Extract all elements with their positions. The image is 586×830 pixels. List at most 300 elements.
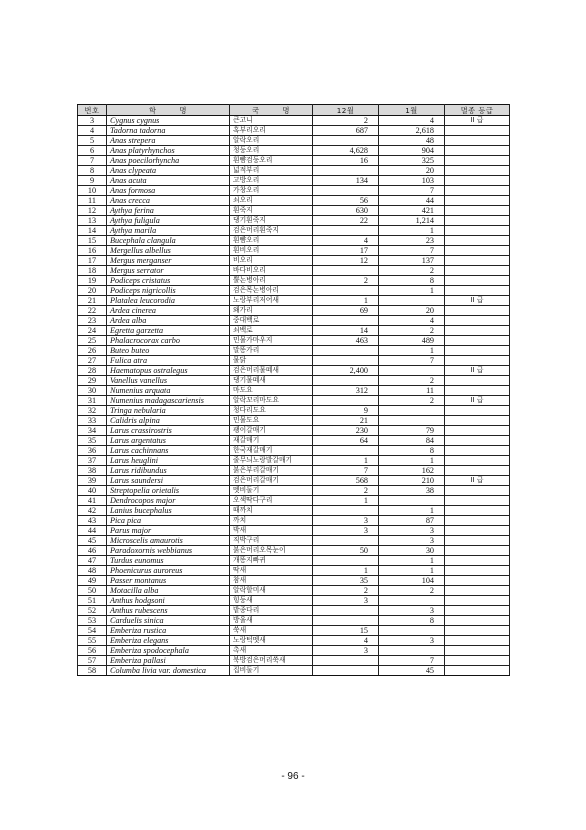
endangered-grade [445, 426, 510, 436]
january-count: 162 [379, 466, 445, 476]
korean-name: 붉은머리오목눈이 [230, 546, 313, 556]
endangered-grade [445, 596, 510, 606]
table-row [78, 456, 510, 466]
row-number: 47 [78, 556, 107, 566]
scientific-name: Anas formosa [107, 186, 230, 196]
january-count: 103 [379, 176, 445, 186]
december-count: 21 [313, 416, 379, 426]
december-count [313, 606, 379, 616]
table-row [78, 116, 510, 126]
endangered-grade [445, 526, 510, 536]
scientific-name: Larus heuglini [107, 456, 230, 466]
table-row [78, 196, 510, 206]
december-count: 3 [313, 596, 379, 606]
endangered-grade [445, 586, 510, 596]
table-row [78, 276, 510, 286]
endangered-grade [445, 566, 510, 576]
endangered-grade [445, 126, 510, 136]
december-count: 2 [313, 116, 379, 126]
korean-name: 검은머리물떼새 [230, 366, 313, 376]
scientific-name: Larus crassirostris [107, 426, 230, 436]
table-row [78, 386, 510, 396]
december-count: 17 [313, 246, 379, 256]
row-number: 43 [78, 516, 107, 526]
table-row [78, 626, 510, 636]
scientific-name: Haematopus ostralegus [107, 366, 230, 376]
korean-name: 북방검은머리쑥새 [230, 656, 313, 666]
endangered-grade [445, 336, 510, 346]
scientific-name: Parus major [107, 526, 230, 536]
scientific-name: Tadorna tadorna [107, 126, 230, 136]
endangered-grade [445, 216, 510, 226]
scientific-name: Larus saundersi [107, 476, 230, 486]
december-count: 568 [313, 476, 379, 486]
table-row [78, 436, 510, 446]
scientific-name: Turdus eunomus [107, 556, 230, 566]
scientific-name: Motacilla alba [107, 586, 230, 596]
endangered-grade [445, 656, 510, 666]
row-number: 20 [78, 286, 107, 296]
january-count: 2 [379, 376, 445, 386]
korean-name: 마도요 [230, 386, 313, 396]
korean-name: 괭이갈매기 [230, 426, 313, 436]
korean-name: 비오리 [230, 256, 313, 266]
january-count: 87 [379, 516, 445, 526]
row-number: 26 [78, 346, 107, 356]
table-row [78, 366, 510, 376]
december-count: 3 [313, 516, 379, 526]
endangered-grade [445, 666, 510, 676]
scientific-name: Mergellus albellus [107, 246, 230, 256]
row-number: 24 [78, 326, 107, 336]
endangered-grade [445, 626, 510, 636]
january-count: 8 [379, 276, 445, 286]
january-count: 137 [379, 256, 445, 266]
january-count: 2,618 [379, 126, 445, 136]
korean-name: 중대백로 [230, 316, 313, 326]
korean-name: 개똥지빠귀 [230, 556, 313, 566]
table-row [78, 326, 510, 336]
scientific-name: Anas platyrhynchos [107, 146, 230, 156]
endangered-grade [445, 616, 510, 626]
korean-name: 왜가리 [230, 306, 313, 316]
endangered-grade [445, 406, 510, 416]
korean-name: 때까치 [230, 506, 313, 516]
row-number: 58 [78, 666, 107, 676]
row-number: 38 [78, 466, 107, 476]
row-number: 33 [78, 416, 107, 426]
endangered-grade: II 급 [445, 396, 510, 406]
january-count: 38 [379, 486, 445, 496]
scientific-name: Tringa nebularia [107, 406, 230, 416]
korean-name: 검은목논병아리 [230, 286, 313, 296]
row-number: 55 [78, 636, 107, 646]
korean-name: 알락오리 [230, 136, 313, 146]
table-row [78, 416, 510, 426]
scientific-name: Phoenicurus auroreus [107, 566, 230, 576]
row-number: 10 [78, 186, 107, 196]
december-count [313, 316, 379, 326]
scientific-name: Mergus merganser [107, 256, 230, 266]
table-row [78, 506, 510, 516]
january-count [379, 416, 445, 426]
scientific-name: Anas strepera [107, 136, 230, 146]
december-count [313, 506, 379, 516]
december-count: 9 [313, 406, 379, 416]
korean-name: 혹부리오리 [230, 126, 313, 136]
scientific-name: Ardea alba [107, 316, 230, 326]
endangered-grade [445, 556, 510, 566]
korean-name: 댕기흰죽지 [230, 216, 313, 226]
scientific-name: Anthus hodgsoni [107, 596, 230, 606]
scientific-name: Emberiza rustica [107, 626, 230, 636]
endangered-grade [445, 646, 510, 656]
page-number: - 96 - [281, 771, 305, 782]
row-number: 16 [78, 246, 107, 256]
table-row [78, 486, 510, 496]
korean-name: 붉은부리갈매기 [230, 466, 313, 476]
table-row [78, 656, 510, 666]
table-row [78, 556, 510, 566]
korean-name: 한국재갈매기 [230, 446, 313, 456]
table-row [78, 576, 510, 586]
january-count: 2 [379, 266, 445, 276]
table-row [78, 126, 510, 136]
table-row [78, 246, 510, 256]
korean-name: 방울새 [230, 616, 313, 626]
table-row [78, 356, 510, 366]
table-row [78, 306, 510, 316]
korean-name: 쑥새 [230, 626, 313, 636]
row-number: 45 [78, 536, 107, 546]
scientific-name: Pica pica [107, 516, 230, 526]
endangered-grade [445, 346, 510, 356]
endangered-grade [445, 196, 510, 206]
scientific-name: Emberiza pallasi [107, 656, 230, 666]
korean-name: 줄무늬노랑발갈매기 [230, 456, 313, 466]
january-count: 11 [379, 386, 445, 396]
row-number: 29 [78, 376, 107, 386]
korean-name: 쇠백로 [230, 326, 313, 336]
december-count [313, 286, 379, 296]
december-count [313, 396, 379, 406]
december-count [313, 166, 379, 176]
table-row [78, 616, 510, 626]
december-count: 630 [313, 206, 379, 216]
row-number: 46 [78, 546, 107, 556]
endangered-grade [445, 176, 510, 186]
table-row [78, 186, 510, 196]
korean-name: 가창오리 [230, 186, 313, 196]
january-count [379, 596, 445, 606]
scientific-name: Anthus rubescens [107, 606, 230, 616]
scientific-name: Microscelis amaurotis [107, 536, 230, 546]
endangered-grade [445, 146, 510, 156]
korean-name: 오색딱다구리 [230, 496, 313, 506]
december-count: 16 [313, 156, 379, 166]
december-count [313, 186, 379, 196]
december-count: 463 [313, 336, 379, 346]
december-count [313, 556, 379, 566]
table-row [78, 646, 510, 656]
korean-name: 노랑부리저어새 [230, 296, 313, 306]
table-row [78, 476, 510, 486]
december-count: 4 [313, 236, 379, 246]
december-count: 7 [313, 466, 379, 476]
endangered-grade [445, 496, 510, 506]
january-count: 325 [379, 156, 445, 166]
korean-name: 뿔논병아리 [230, 276, 313, 286]
korean-name: 촉새 [230, 646, 313, 656]
row-number: 8 [78, 166, 107, 176]
january-count: 3 [379, 636, 445, 646]
korean-name: 재갈매기 [230, 436, 313, 446]
table-row [78, 446, 510, 456]
endangered-grade [445, 166, 510, 176]
january-count: 1 [379, 286, 445, 296]
scientific-name: Larus argentatus [107, 436, 230, 446]
january-count: 1 [379, 506, 445, 516]
scientific-name: Aythya fuligula [107, 216, 230, 226]
header-korean-name: 국 명 [230, 105, 313, 116]
header-row [78, 105, 510, 116]
december-count: 230 [313, 426, 379, 436]
january-count [379, 366, 445, 376]
table-header [78, 105, 510, 116]
korean-name: 밭종다리 [230, 606, 313, 616]
december-count: 50 [313, 546, 379, 556]
header-endangered-grade: 멸종 등급 [445, 105, 510, 116]
january-count: 904 [379, 146, 445, 156]
january-count: 2 [379, 326, 445, 336]
species-table [77, 104, 510, 676]
table-row [78, 136, 510, 146]
scientific-name: Larus ridibundus [107, 466, 230, 476]
table-row [78, 266, 510, 276]
table-row [78, 586, 510, 596]
row-number: 21 [78, 296, 107, 306]
row-number: 54 [78, 626, 107, 636]
january-count [379, 646, 445, 656]
row-number: 34 [78, 426, 107, 436]
december-count: 12 [313, 256, 379, 266]
january-count: 2 [379, 586, 445, 596]
december-count: 2 [313, 276, 379, 286]
row-number: 50 [78, 586, 107, 596]
korean-name: 집비둘기 [230, 666, 313, 676]
endangered-grade [445, 186, 510, 196]
scientific-name: Columba livia var. domestica [107, 666, 230, 676]
scientific-name: Phalacrocorax carbo [107, 336, 230, 346]
scientific-name: Mergus serrator [107, 266, 230, 276]
row-number: 7 [78, 156, 107, 166]
table-row [78, 396, 510, 406]
december-count: 14 [313, 326, 379, 336]
december-count: 2 [313, 586, 379, 596]
scientific-name: Aythya marila [107, 226, 230, 236]
endangered-grade [445, 356, 510, 366]
table-row [78, 146, 510, 156]
table-row [78, 346, 510, 356]
korean-name: 멧비둘기 [230, 486, 313, 496]
table-row [78, 256, 510, 266]
scientific-name: Ardea cinerea [107, 306, 230, 316]
korean-name: 검은머리흰죽지 [230, 226, 313, 236]
december-count: 2 [313, 486, 379, 496]
table-row [78, 156, 510, 166]
january-count [379, 496, 445, 506]
january-count: 20 [379, 306, 445, 316]
endangered-grade [445, 156, 510, 166]
row-number: 14 [78, 226, 107, 236]
endangered-grade [445, 326, 510, 336]
january-count: 7 [379, 356, 445, 366]
december-count: 35 [313, 576, 379, 586]
december-count: 1 [313, 296, 379, 306]
december-count: 4 [313, 636, 379, 646]
row-number: 30 [78, 386, 107, 396]
row-number: 28 [78, 366, 107, 376]
january-count: 20 [379, 166, 445, 176]
header-number: 번호 [78, 105, 107, 116]
row-number: 9 [78, 176, 107, 186]
endangered-grade [445, 546, 510, 556]
scientific-name: Vanellus vanellus [107, 376, 230, 386]
row-number: 40 [78, 486, 107, 496]
scientific-name: Anas clypeata [107, 166, 230, 176]
january-count: 3 [379, 526, 445, 536]
row-number: 5 [78, 136, 107, 146]
korean-name: 청다리도요 [230, 406, 313, 416]
row-number: 51 [78, 596, 107, 606]
december-count: 3 [313, 526, 379, 536]
table-row [78, 526, 510, 536]
table-row [78, 596, 510, 606]
january-count: 8 [379, 446, 445, 456]
endangered-grade [445, 416, 510, 426]
january-count: 3 [379, 536, 445, 546]
row-number: 15 [78, 236, 107, 246]
endangered-grade [445, 286, 510, 296]
january-count [379, 296, 445, 306]
row-number: 31 [78, 396, 107, 406]
january-count: 1 [379, 566, 445, 576]
korean-name: 물닭 [230, 356, 313, 366]
december-count: 312 [313, 386, 379, 396]
row-number: 17 [78, 256, 107, 266]
endangered-grade [445, 266, 510, 276]
table-row [78, 566, 510, 576]
january-count: 7 [379, 656, 445, 666]
endangered-grade: II 급 [445, 366, 510, 376]
december-count [313, 136, 379, 146]
december-count: 687 [313, 126, 379, 136]
table-row [78, 406, 510, 416]
december-count [313, 656, 379, 666]
table-row [78, 606, 510, 616]
january-count: 104 [379, 576, 445, 586]
scientific-name: Anas acuta [107, 176, 230, 186]
endangered-grade [445, 226, 510, 236]
january-count: 45 [379, 666, 445, 676]
scientific-name: Numenius arquata [107, 386, 230, 396]
december-count: 56 [313, 196, 379, 206]
row-number: 42 [78, 506, 107, 516]
row-number: 41 [78, 496, 107, 506]
january-count: 7 [379, 246, 445, 256]
table-row [78, 316, 510, 326]
endangered-grade [445, 466, 510, 476]
endangered-grade [445, 256, 510, 266]
january-count: 1 [379, 226, 445, 236]
december-count [313, 226, 379, 236]
header-january: 1월 [379, 105, 445, 116]
endangered-grade [445, 436, 510, 446]
january-count: 1 [379, 556, 445, 566]
december-count [313, 666, 379, 676]
endangered-grade [445, 316, 510, 326]
table-row [78, 536, 510, 546]
december-count [313, 536, 379, 546]
december-count: 1 [313, 566, 379, 576]
row-number: 23 [78, 316, 107, 326]
table-body [78, 116, 510, 676]
table-row [78, 336, 510, 346]
korean-name: 흰비오리 [230, 246, 313, 256]
table-row [78, 636, 510, 646]
january-count: 210 [379, 476, 445, 486]
january-count: 84 [379, 436, 445, 446]
table-row [78, 176, 510, 186]
december-count: 1 [313, 496, 379, 506]
december-count: 15 [313, 626, 379, 636]
scientific-name: Egretta garzetta [107, 326, 230, 336]
row-number: 19 [78, 276, 107, 286]
row-number: 11 [78, 196, 107, 206]
endangered-grade [445, 636, 510, 646]
korean-name: 쇠오리 [230, 196, 313, 206]
january-count [379, 406, 445, 416]
endangered-grade [445, 446, 510, 456]
december-count: 3 [313, 646, 379, 656]
korean-name: 고방오리 [230, 176, 313, 186]
january-count: 8 [379, 616, 445, 626]
december-count: 134 [313, 176, 379, 186]
scientific-name: Aythya ferina [107, 206, 230, 216]
scientific-name: Fulica atra [107, 356, 230, 366]
scientific-name: Dendrocopos major [107, 496, 230, 506]
endangered-grade [445, 576, 510, 586]
korean-name: 딱새 [230, 566, 313, 576]
january-count: 44 [379, 196, 445, 206]
endangered-grade [445, 536, 510, 546]
korean-name: 노랑턱멧새 [230, 636, 313, 646]
korean-name: 직박구리 [230, 536, 313, 546]
row-number: 39 [78, 476, 107, 486]
row-number: 12 [78, 206, 107, 216]
december-count [313, 266, 379, 276]
scientific-name: Lanius bucephalus [107, 506, 230, 516]
row-number: 27 [78, 356, 107, 366]
korean-name: 흰뺨검둥오리 [230, 156, 313, 166]
row-number: 3 [78, 116, 107, 126]
endangered-grade [445, 306, 510, 316]
korean-name: 말똥가리 [230, 346, 313, 356]
scientific-name: Cygnus cygnus [107, 116, 230, 126]
january-count: 2 [379, 396, 445, 406]
korean-name: 바다비오리 [230, 266, 313, 276]
endangered-grade [445, 506, 510, 516]
